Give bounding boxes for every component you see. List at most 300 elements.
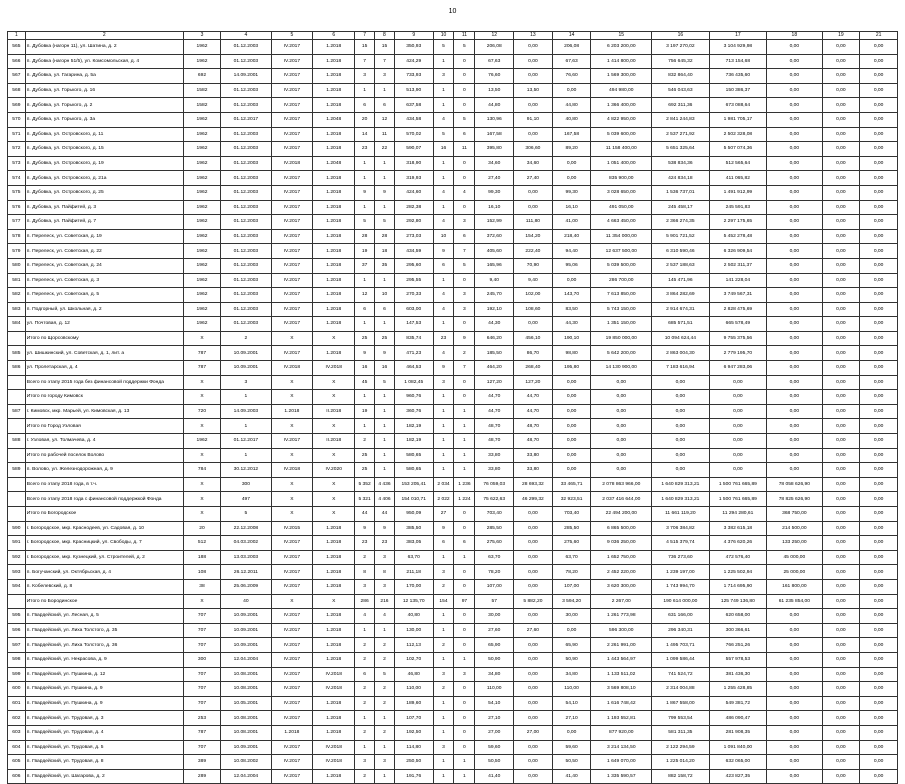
address-cell: Итого по Бородинское [25,594,183,609]
value-cell: 50,50 [552,755,591,770]
value-cell: 1.2018 [313,142,355,157]
value-cell: 1.2018 [313,127,355,142]
column-number-cell: 21 [860,32,898,40]
value-cell: 0,00 [860,302,898,317]
value-cell: IV.2017 [271,609,313,624]
value-cell: IV.2017 [271,273,313,288]
value-cell: 107,70 [394,711,433,726]
address-cell: п. Дубовка, ул. Пайфитей, д. 3 [25,200,183,215]
value-cell: 1 [433,623,454,638]
value-cell: 108 [183,565,221,580]
value-cell: 1 [433,98,454,113]
value-cell: 0,00 [514,127,553,142]
value-cell: 191,76 [394,769,433,784]
value-cell: 577 [8,215,26,230]
value-cell: 44,70 [475,390,514,405]
value-cell: 2 828 475,69 [709,302,767,317]
value-cell: 16 [433,142,454,157]
value-cell: 1 236 [454,477,475,492]
value-cell: 5 [375,215,395,230]
value-cell: 692 311,36 [652,98,710,113]
value-cell: 5 039 500,00 [591,258,652,273]
value-cell: 0,00 [860,288,898,303]
value-cell: X [313,331,355,346]
value-cell: 1 [375,404,395,419]
value-cell: 300 [183,652,221,667]
value-cell: 0,00 [860,769,898,784]
value-cell: 3 [454,215,475,230]
value-cell: 1 [433,652,454,667]
value-cell: 11 294 280,61 [709,507,767,522]
value-cell: 01.12.2003 [221,302,271,317]
value-cell: 350,93 [394,40,433,55]
column-number-cell: 16 [652,32,710,40]
value-cell: 1.2018 [313,185,355,200]
value-cell: 565 [8,40,26,55]
value-cell: 23 [355,142,375,157]
value-cell: 0,00 [860,390,898,405]
value-cell: 50,90 [552,652,591,667]
value-cell: 0,00 [860,521,898,536]
value-cell: 10.09.2001 [221,609,271,624]
value-cell: 600 [8,682,26,697]
value-cell: 107,00 [475,579,514,594]
value-cell: 0,00 [552,404,591,419]
value-cell: 0,00 [767,667,822,682]
value-cell: 0,00 [822,477,860,492]
value-cell: 5 [454,112,475,127]
value-cell: 0,00 [822,507,860,522]
value-cell: 784 [183,463,221,478]
value-cell: 0,00 [514,740,553,755]
value-cell: 598 [8,652,26,667]
value-cell: 18 [375,244,395,259]
value-cell: 5 507 074,36 [709,142,767,157]
value-cell: 27,10 [552,711,591,726]
value-cell: 632 065,00 [709,755,767,770]
value-cell: 44 [355,507,375,522]
value-cell: 1 [375,463,395,478]
value-cell: 1 [433,390,454,405]
value-cell: 27,00 [514,725,553,740]
value-cell: 154 [433,594,454,609]
value-cell: 78,20 [475,565,514,580]
value-cell: 01.12.2003 [221,200,271,215]
value-cell [8,594,26,609]
value-cell: 2 297 175,65 [709,215,767,230]
value-cell: 569 [8,98,26,113]
value-cell: 01.12.2017 [221,112,271,127]
value-cell: 0,00 [860,361,898,376]
value-cell: 23 [375,536,395,551]
address-cell: ул. Пролетарская, д. 4 [25,361,183,376]
value-cell: 0,00 [767,229,822,244]
column-number-cell: 17 [709,32,767,40]
value-cell: 15 [375,40,395,55]
address-cell: г. Кимовск, мкр. Марьей, ул. Кимовская, д. 13 [25,404,183,419]
value-cell: 5 [375,667,395,682]
value-cell: 602 [8,711,26,726]
value-cell: 0 [454,156,475,171]
value-cell: 26.12.2011 [221,565,271,580]
value-cell: 1962 [183,273,221,288]
value-cell: 2 [433,638,454,653]
table-row [8,156,898,171]
value-cell: 1582 [183,98,221,113]
value-cell: 3 028 650,00 [591,185,652,200]
value-cell: 98,80 [552,346,591,361]
value-cell: 512 565,64 [709,156,767,171]
value-cell: 1 649 070,00 [591,755,652,770]
value-cell: 9,40 [475,273,514,288]
value-cell: 0,00 [860,404,898,419]
value-cell: 0,00 [767,361,822,376]
value-cell: 360,76 [394,404,433,419]
value-cell: 12.04.2004 [221,769,271,784]
table-row [8,667,898,682]
column-number-cell: 2 [25,32,183,40]
table-row [8,463,898,478]
value-cell: X [313,448,355,463]
value-cell: 0,00 [767,638,822,653]
value-cell: 1.2018 [313,69,355,84]
table-row [8,54,898,69]
value-cell: 1962 [183,112,221,127]
value-cell: 0,00 [591,375,652,390]
value-cell: 385,50 [394,521,433,536]
value-cell: 1962 [183,229,221,244]
value-cell: 23 [355,536,375,551]
value-cell: 10.09.2001 [221,361,271,376]
value-cell: II.2018 [313,434,355,449]
column-number-cell: 6 [313,32,355,40]
value-cell: 0 [454,740,475,755]
value-cell: 61 235 854,00 [767,594,822,609]
value-cell: X [183,492,221,507]
value-cell: 0,00 [860,623,898,638]
value-cell: 2 [454,346,475,361]
table-row [8,98,898,113]
value-cell: 0 [454,390,475,405]
value-cell: 99,30 [475,185,514,200]
value-cell: 01.12.2003 [221,83,271,98]
value-cell: 5 [454,258,475,273]
value-cell: 584 [8,317,26,332]
value-cell: 286 700,00 [591,273,652,288]
value-cell: 5 901 721,52 [652,229,710,244]
value-cell: 114,80 [394,740,433,755]
value-cell: 10.09.2001 [221,346,271,361]
value-cell: 10.09.2001 [221,740,271,755]
value-cell: 0,00 [767,463,822,478]
value-cell: 590 [8,521,26,536]
value-cell: 0 [454,375,475,390]
value-cell: 5 352 [355,477,375,492]
value-cell: 0,00 [860,54,898,69]
value-cell: 0,00 [822,565,860,580]
value-cell: 3 [433,69,454,84]
table-row [8,40,898,55]
value-cell: 30,00 [475,609,514,624]
value-cell: 33,80 [475,463,514,478]
value-cell: 1 [433,404,454,419]
table-row [8,536,898,551]
value-cell: 0,00 [822,69,860,84]
value-cell: 1 225 014,20 [652,755,710,770]
value-cell: 25 [355,448,375,463]
value-cell: 0,00 [822,361,860,376]
value-cell: 3 [454,302,475,317]
value-cell: 1 [375,434,395,449]
value-cell: 130,96 [475,112,514,127]
value-cell: X [183,390,221,405]
value-cell: 1 [454,434,475,449]
value-cell: 273,03 [394,229,433,244]
value-cell [8,477,26,492]
table-row [8,477,898,492]
address-cell: п. Дубовка, ул. Гагарина, д. 5а [25,69,183,84]
value-cell: 1 [375,769,395,784]
value-cell: 594 [8,579,26,594]
value-cell: 7 [454,244,475,259]
value-cell: 97 [454,594,475,609]
value-cell: 83,50 [552,302,591,317]
value-cell: 0,00 [860,200,898,215]
value-cell: 2 841 244,83 [652,112,710,127]
value-cell: 0,00 [552,463,591,478]
value-cell: 2 452 220,00 [591,565,652,580]
value-cell: 112,13 [394,638,433,653]
value-cell: 1 [355,390,375,405]
column-number-cell: 12 [475,32,514,40]
value-cell: 6 [355,98,375,113]
value-cell: 0,00 [652,375,710,390]
value-cell: 10.08.2001 [221,667,271,682]
value-cell: 0,00 [860,156,898,171]
value-cell: IV.2017 [271,302,313,317]
value-cell: 0,00 [767,317,822,332]
value-cell: 4 [433,112,454,127]
value-cell: X [271,477,313,492]
value-cell: 67,63 [552,54,591,69]
value-cell: 0,00 [822,696,860,711]
table-row [8,390,898,405]
value-cell: IV.2017 [271,112,313,127]
value-cell: 1582 [183,83,221,98]
value-cell: 395,80 [475,142,514,157]
value-cell: 596 [8,623,26,638]
value-cell: 46 299,32 [514,492,553,507]
value-cell: 0,00 [860,419,898,434]
value-cell: 0,00 [822,755,860,770]
value-cell: 7 [454,361,475,376]
value-cell: 127,20 [475,375,514,390]
value-cell: 1 225 502,94 [709,565,767,580]
value-cell: 0,00 [514,682,553,697]
value-cell: 44,70 [514,390,553,405]
value-cell: 281 908,35 [709,725,767,740]
value-cell: 0,00 [822,171,860,186]
value-cell: 1.2018 [313,536,355,551]
value-cell: 1 443 564,97 [591,652,652,667]
value-cell: 9 036 250,00 [591,536,652,551]
value-cell: 574 [8,171,26,186]
value-cell: 01.12.2003 [221,273,271,288]
value-cell: 12 [355,288,375,303]
value-cell: 0,00 [860,346,898,361]
value-cell: 0,00 [514,565,553,580]
table-row [8,609,898,624]
value-cell: 6 [454,229,475,244]
value-cell: 54,10 [475,696,514,711]
value-cell: 5 [355,215,375,230]
value-cell: IV.2018 [313,755,355,770]
value-cell: 538 834,36 [652,156,710,171]
value-cell: 70,90 [514,258,553,273]
value-cell: 423 827,35 [709,769,767,784]
address-cell: п. Дубовка, ул. Горького, д. 16 [25,83,183,98]
value-cell: 34,80 [475,667,514,682]
value-cell: 575 [8,185,26,200]
value-cell: 11 [454,142,475,157]
value-cell: 6 865 500,00 [591,521,652,536]
table-row [8,594,898,609]
address-cell: г. Богородское, мкр. Краснодеев, ул. Садовая, д. 10 [25,521,183,536]
value-cell: 0,00 [767,185,822,200]
value-cell: 1 414 800,00 [591,54,652,69]
value-cell: IV.2017 [271,83,313,98]
table-row [8,404,898,419]
value-cell: 0,00 [591,390,652,405]
value-cell: 1962 [183,215,221,230]
value-cell [8,492,26,507]
value-cell: 27,00 [475,725,514,740]
address-cell: г. Богородское, мкр. Красницкий, ул. Свободы, д. 7 [25,536,183,551]
value-cell: 1 [433,317,454,332]
value-cell: 50,90 [475,652,514,667]
column-number-cell: 15 [591,32,652,40]
value-cell: 3 197 270,02 [652,40,710,55]
table-row [8,317,898,332]
page-number: 10 [448,8,457,15]
column-number-cell: 4 [221,32,271,40]
value-cell: 3 214 134,50 [591,740,652,755]
value-cell: 494 980,00 [591,83,652,98]
value-cell: 0 [454,638,475,653]
value-cell: 665 578,49 [709,317,767,332]
value-cell: 424 834,18 [652,171,710,186]
value-cell: 4 [433,288,454,303]
value-cell: 76,60 [552,69,591,84]
value-cell: 0,00 [822,521,860,536]
value-cell: 5 321 [355,492,375,507]
value-cell: 282,38 [394,200,433,215]
address-cell: п. Гвардейский, ул. Лиха Толстого, д. 35 [25,623,183,638]
address-cell: Итого по Богородское [25,507,183,522]
table-row [8,448,898,463]
value-cell: 464,20 [475,361,514,376]
value-cell: 491 050,00 [591,200,652,215]
value-cell: 25 [375,331,395,346]
value-cell: 13,50 [475,83,514,98]
value-cell: 19 850 000,00 [591,331,652,346]
value-cell: 597 [8,638,26,653]
value-cell: 567 [8,69,26,84]
value-cell: 1.2018 [271,725,313,740]
value-cell: X [313,492,355,507]
value-cell: 13,50 [514,83,553,98]
value-cell: 707 [183,638,221,653]
value-cell: IV.2017 [271,696,313,711]
value-cell: 9 [454,331,475,346]
value-cell: 27 [433,507,454,522]
table-row [8,711,898,726]
value-cell: 27,40 [514,171,553,186]
value-cell: 1 [375,171,395,186]
value-cell: 0,00 [709,419,767,434]
value-cell: 0,00 [514,200,553,215]
value-cell: 1.2018 [313,346,355,361]
value-cell: 1.2018 [313,229,355,244]
value-cell: 0,00 [652,390,710,405]
value-cell: 9 [375,521,395,536]
value-cell: 0 [454,317,475,332]
value-cell: 0,00 [822,725,860,740]
table-row [8,142,898,157]
value-cell: 10.09.2001 [221,623,271,638]
value-cell: X [183,448,221,463]
value-cell: 603,00 [394,302,433,317]
value-cell: 787 [183,361,221,376]
value-cell: 44 [375,507,395,522]
value-cell: 4 [454,185,475,200]
address-cell: п. Дубовка, ул. Островского, д. 11 [25,127,183,142]
value-cell: 161 800,00 [767,579,822,594]
value-cell: 383,05 [394,536,433,551]
value-cell: 195,80 [552,361,591,376]
value-cell: 570,02 [394,127,433,142]
value-cell: 580,65 [394,463,433,478]
value-cell: 22.12.2008 [221,521,271,536]
value-cell: 1 [375,390,395,405]
address-cell: п. Дубовка, ул. Островского, д. 15 [25,142,183,157]
address-cell: Итого по городу Кимовск [25,390,183,405]
value-cell: 6 310 590,46 [652,244,710,259]
value-cell: 3 706 384,82 [652,521,710,536]
value-cell: 10.08.2001 [221,682,271,697]
value-cell: 44,30 [552,317,591,332]
value-cell: 1962 [183,127,221,142]
value-cell: 1.2018 [313,609,355,624]
value-cell: 5 [221,507,271,522]
address-cell: п. Гвардейский, ул. Трудовая, д. 5 [25,740,183,755]
value-cell: X [271,492,313,507]
value-cell: 6 [433,258,454,273]
value-cell: 557 978,53 [709,652,767,667]
value-cell: 4 [375,609,395,624]
value-cell: 0,00 [552,725,591,740]
value-cell: 1 616 748,42 [591,696,652,711]
column-number-cell: 11 [454,32,475,40]
value-cell: 1.2018 [313,40,355,55]
value-cell: IV.2017 [271,200,313,215]
value-cell: 736 273,60 [652,550,710,565]
value-cell: 0,00 [767,623,822,638]
value-cell: 11 661 119,20 [652,507,710,522]
value-cell: 0,00 [767,273,822,288]
value-cell: 950,09 [394,507,433,522]
value-cell: 0,00 [514,98,553,113]
